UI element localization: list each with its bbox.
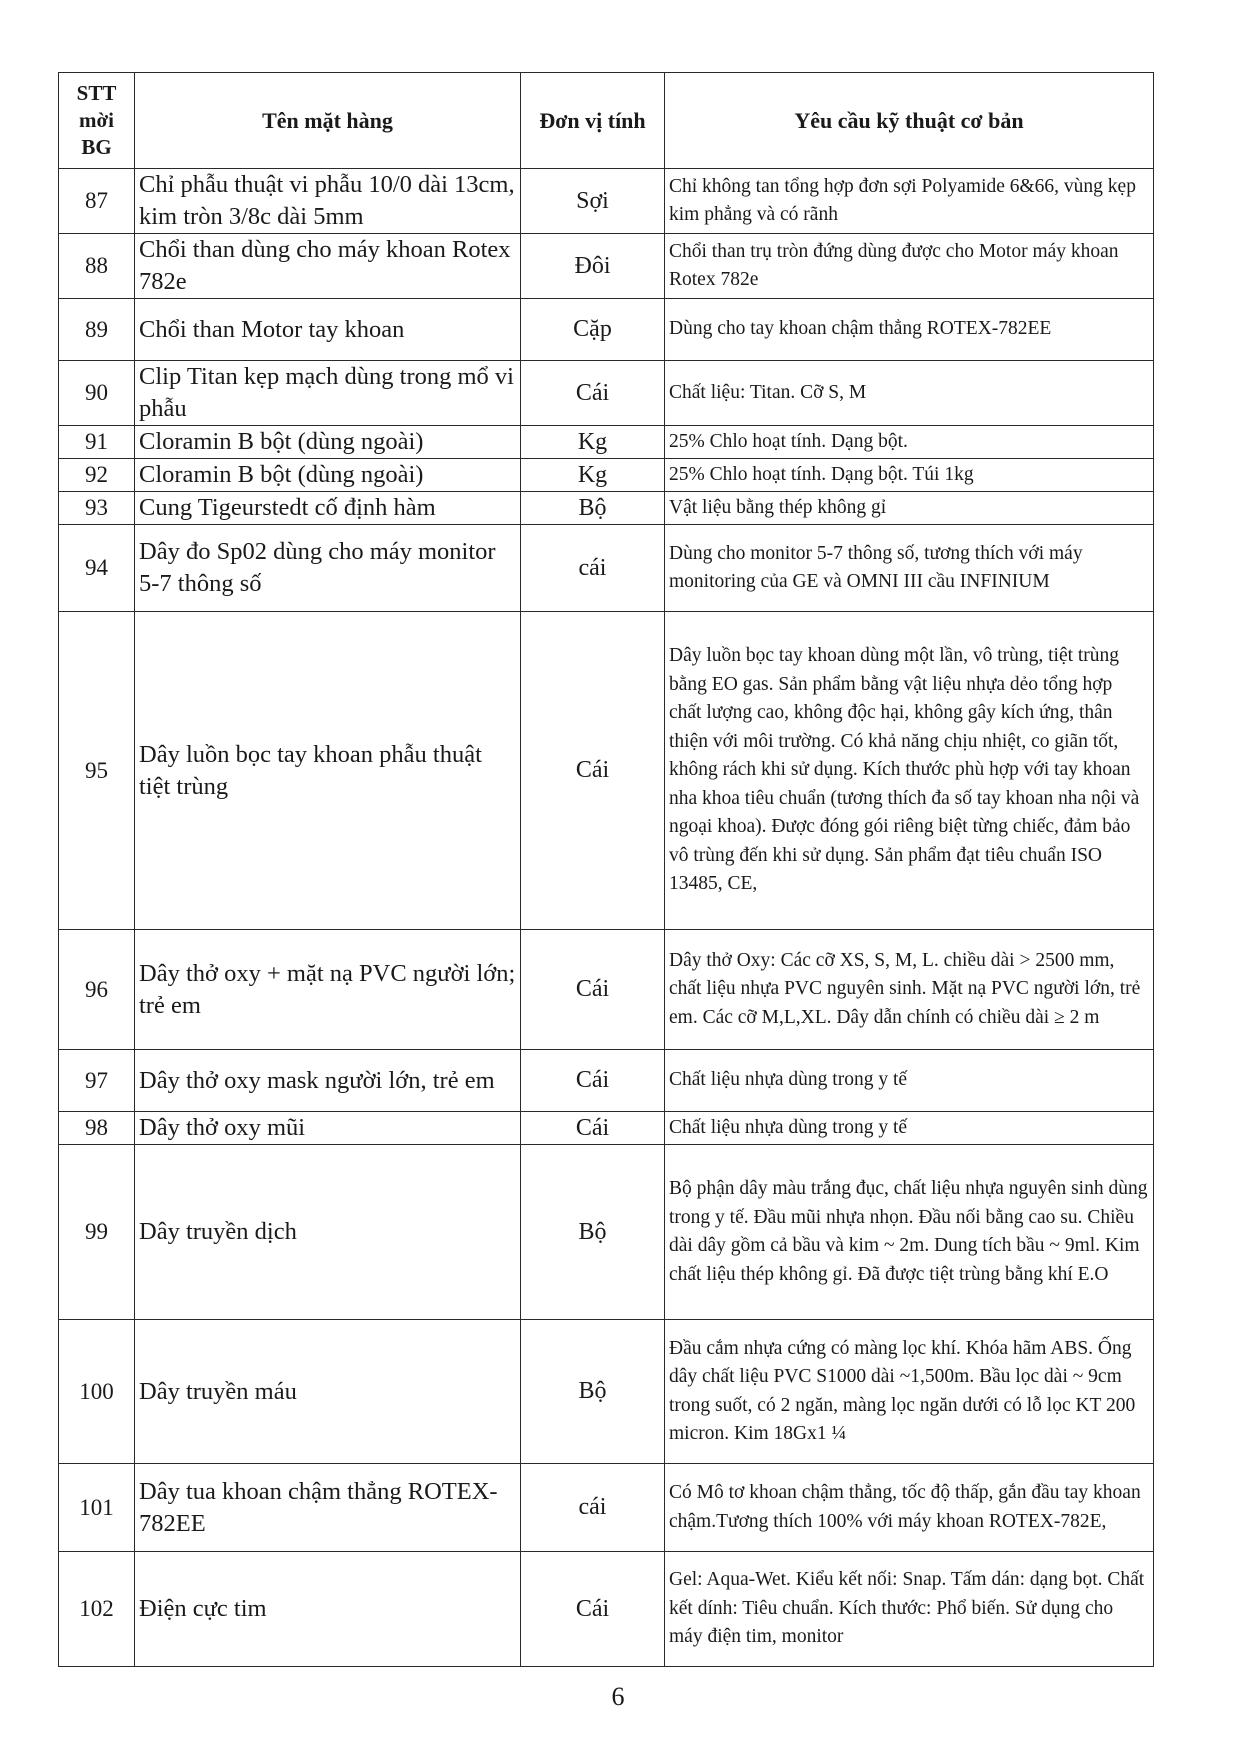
row-requirements: Chất liệu nhựa dùng trong y tế [665,1112,1154,1145]
header-unit: Đơn vị tính [521,73,665,169]
table-row [59,612,1154,930]
row-stt: 89 [59,299,135,361]
row-unit: Bộ [521,492,665,525]
row-stt: 87 [59,169,135,234]
row-unit: Cái [521,930,665,1050]
table-row [59,361,1154,426]
row-stt: 96 [59,930,135,1050]
spec-table [58,72,1154,1667]
row-name: Chổi than Motor tay khoan [135,299,521,361]
row-stt: 102 [59,1552,135,1667]
table-row [59,234,1154,299]
row-requirements: Chất liệu nhựa dùng trong y tế [665,1050,1154,1112]
table-row [59,1320,1154,1464]
row-stt: 95 [59,612,135,930]
row-requirements: Bộ phận dây màu trắng đục, chất liệu nhựa nguyên sinh dùng trong y tế. Đầu mũi nhựa nhọn. Đầu nối bằng cao su. Chiều dài dây gồm cả bầu và kim ~ 2m. Dung tích bầu ~ 9ml. Kim chất liệu thép không gỉ. Đã được tiệt trùng bằng khí E.O [665,1145,1154,1320]
row-stt: 92 [59,459,135,492]
row-name: Cloramin B bột (dùng ngoài) [135,459,521,492]
row-name: Dây thở oxy + mặt nạ PVC người lớn; trẻ em [135,930,521,1050]
row-name: Điện cực tim [135,1552,521,1667]
row-unit: Cái [521,1552,665,1667]
row-requirements: 25% Chlo hoạt tính. Dạng bột. [665,426,1154,459]
row-unit: Cặp [521,299,665,361]
table-row [59,459,1154,492]
table-row [59,1464,1154,1552]
row-unit: Kg [521,426,665,459]
row-name: Dây truyền dịch [135,1145,521,1320]
row-requirements: 25% Chlo hoạt tính. Dạng bột. Túi 1kg [665,459,1154,492]
header-requirements: Yêu cầu kỹ thuật cơ bản [665,73,1154,169]
row-name: Dây truyền máu [135,1320,521,1464]
row-requirements: Vật liệu bằng thép không gỉ [665,492,1154,525]
row-unit: Bộ [521,1320,665,1464]
table-row [59,299,1154,361]
header-row [59,73,1154,169]
header-stt: STT mời BG [59,73,135,169]
row-requirements: Có Mô tơ khoan chậm thẳng, tốc độ thấp, gắn đầu tay khoan chậm.Tương thích 100% với máy khoan ROTEX-782E, [665,1464,1154,1552]
table-row [59,1552,1154,1667]
row-unit: Bộ [521,1145,665,1320]
row-stt: 88 [59,234,135,299]
page-number: 6 [611,1682,625,1711]
row-requirements: Dùng cho monitor 5-7 thông số, tương thích với máy monitoring của GE và OMNI III cầu INFINIUM [665,525,1154,612]
row-unit: Cái [521,361,665,426]
row-name: Cloramin B bột (dùng ngoài) [135,426,521,459]
row-unit: Sợi [521,169,665,234]
row-stt: 97 [59,1050,135,1112]
row-name: Cung Tigeurstedt cố định hàm [135,492,521,525]
row-name: Chổi than dùng cho máy khoan Rotex 782e [135,234,521,299]
table-row [59,492,1154,525]
row-stt: 100 [59,1320,135,1464]
row-stt: 101 [59,1464,135,1552]
row-stt: 91 [59,426,135,459]
row-unit: cái [521,525,665,612]
row-name: Clip Titan kẹp mạch dùng trong mổ vi phẫu [135,361,521,426]
row-name: Dây thở oxy mũi [135,1112,521,1145]
table-row [59,426,1154,459]
row-unit: Cái [521,1050,665,1112]
row-name: Dây thở oxy mask người lớn, trẻ em [135,1050,521,1112]
row-unit: Cái [521,612,665,930]
row-requirements: Dùng cho tay khoan chậm thẳng ROTEX-782EE [665,299,1154,361]
row-requirements: Chỉ không tan tổng hợp đơn sợi Polyamide 6&66, vùng kẹp kim phẳng và có rãnh [665,169,1154,234]
row-name: Dây đo Sp02 dùng cho máy monitor 5-7 thông số [135,525,521,612]
row-requirements: Dây luồn bọc tay khoan dùng một lần, vô trùng, tiệt trùng bằng EO gas. Sản phẩm bằng vật liệu nhựa dẻo tổng hợp chất lượng cao, không độc hại, không gây kích ứng, thân thiện với môi trường. Có khả năng chịu nhiệt, co giãn tốt, không rách khi sử dụng. Kích thước phù hợp với tay khoan nha khoa tiêu chuẩn (tương thích đa số tay khoan nha nội và ngoại khoa). Được đóng gói riêng biệt từng chiếc, đảm bảo vô trùng đến khi sử dụng. Sản phẩm đạt tiêu chuẩn ISO 13485, CE, [665,612,1154,930]
row-stt: 99 [59,1145,135,1320]
table-row [59,525,1154,612]
table-row [59,169,1154,234]
row-stt: 93 [59,492,135,525]
row-requirements: Chất liệu: Titan. Cỡ S, M [665,361,1154,426]
row-requirements: Gel: Aqua-Wet. Kiểu kết nối: Snap. Tấm dán: dạng bọt. Chất kết dính: Tiêu chuẩn. Kích thước: Phổ biến. Sử dụng cho máy điện tim, monitor [665,1552,1154,1667]
row-unit: Đôi [521,234,665,299]
table-row [59,930,1154,1050]
table-row [59,1050,1154,1112]
header-name: Tên mặt hàng [135,73,521,169]
row-name: Chỉ phẫu thuật vi phẫu 10/0 dài 13cm, kim tròn 3/8c dài 5mm [135,169,521,234]
row-stt: 98 [59,1112,135,1145]
row-requirements: Dây thở Oxy: Các cỡ XS, S, M, L. chiều dài > 2500 mm, chất liệu nhựa PVC nguyên sinh. Mặt nạ PVC người lớn, trẻ em. Các cỡ M,L,XL. Dây dẫn chính có chiều dài ≥ 2 m [665,930,1154,1050]
row-unit: Kg [521,459,665,492]
row-requirements: Đầu cắm nhựa cứng có màng lọc khí. Khóa hãm ABS. Ống dây chất liệu PVC S1000 dài ~1,500m. Bầu lọc dài ~ 9cm trong suốt, có 2 ngăn, màng lọc ngăn dưới có lỗ lọc KT 200 micron. Kim 18Gx1 ¼ [665,1320,1154,1464]
row-name: Dây tua khoan chậm thẳng ROTEX-782EE [135,1464,521,1552]
row-name: Dây luồn bọc tay khoan phẫu thuật tiệt trùng [135,612,521,930]
table-row [59,1145,1154,1320]
row-stt: 94 [59,525,135,612]
row-requirements: Chổi than trụ tròn đứng dùng được cho Motor máy khoan Rotex 782e [665,234,1154,299]
row-stt: 90 [59,361,135,426]
table-row [59,1112,1154,1145]
row-unit: cái [521,1464,665,1552]
row-unit: Cái [521,1112,665,1145]
